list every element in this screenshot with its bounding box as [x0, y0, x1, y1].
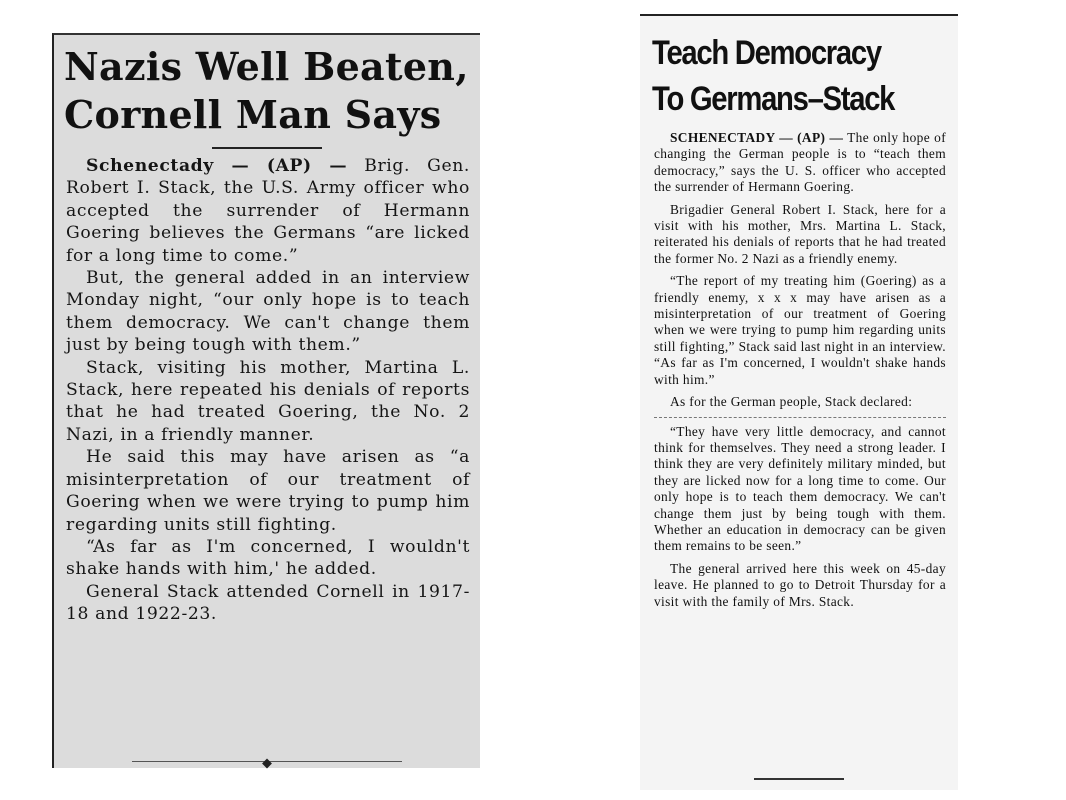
right-headline-line1: Teach Democracy [652, 34, 881, 72]
right-headline-line2: To Germans–Stack [652, 80, 895, 118]
left-paragraph-1-text: Brig. Gen. Robert I. Stack, the U.S. Army officer who accepted the surrender of Hermann Goering believes the Germans “are licked for a long time to come.” [66, 156, 470, 266]
right-paragraph-6: The general arrived here this week on 45-day leave. He planned to go to Detroit Thursday for a visit with the family of Mrs. Stack. [654, 560, 946, 609]
right-headline [640, 16, 913, 122]
right-news-clipping [640, 14, 958, 790]
left-headline-line2: Cornell Man Says [64, 92, 442, 137]
left-paragraph-1 [66, 155, 470, 267]
left-headline-line1: Nazis Well Beaten, [64, 44, 469, 89]
left-paragraph-5: “As far as I'm concerned, I wouldn't shake hands with him,' he added. [66, 536, 470, 580]
right-paragraph-3: “The report of my treating him (Goering) as a friendly enemy, x x x may have arisen as a misinterpretation of our treatment of Goering when we were trying to pump him regarding units still fighting,” Stack said last night in an interview. “As far as I'm concerned, I wouldn't shake hands with him.” [654, 273, 946, 387]
left-news-clipping [52, 33, 480, 768]
right-paragraph-1 [654, 130, 946, 196]
right-paragraph-2: Brigadier General Robert I. Stack, here for a visit with his mother, Mrs. Martina L. Stack, reiterated his denials of reports that he had treated the former No. 2 Nazi as a friendly enemy. [654, 201, 946, 266]
right-article-body [640, 122, 958, 610]
left-paragraph-6: General Stack attended Cornell in 1917-18 and 1922-23. [66, 581, 470, 625]
left-paragraph-4: He said this may have arisen as “a misinterpretation of our treatment of Goering when we were trying to pump him regarding units still fighting. [66, 447, 470, 535]
right-dateline: SCHENECTADY — (AP) — [670, 130, 844, 145]
right-paragraph-1-text: The only hope of changing the German people is to “teach them democracy,” says the U. S. officer who accepted the surrender of Hermann Goering. [654, 130, 947, 195]
left-dateline: Schenectady — (AP) — [86, 156, 348, 176]
left-article-body [54, 149, 480, 626]
left-paragraph-3: Stack, visiting his mother, Martina L. Stack, here repeated his denials of reports that he had treated Goering, the No. 2 Nazi, in a friendly manner. [66, 357, 470, 445]
left-headline [54, 35, 480, 139]
right-end-rule [754, 778, 844, 780]
column-divider [654, 417, 946, 418]
right-paragraph-5: “They have very little democracy, and cannot think for themselves. They need a strong leader. I think they are very definitely military minded, but they are licked now for a long time to come. Our only hope is to teach them democracy. We can't change them just by being tough with them. Whether an education in democracy can be given them remains to be seen.” [654, 423, 946, 554]
left-paragraph-2: But, the general added in an interview Monday night, “our only hope is to teach them democracy. We can't change them just by being tough with them.” [66, 268, 470, 356]
right-paragraph-4: As for the German people, Stack declared: [670, 394, 913, 410]
